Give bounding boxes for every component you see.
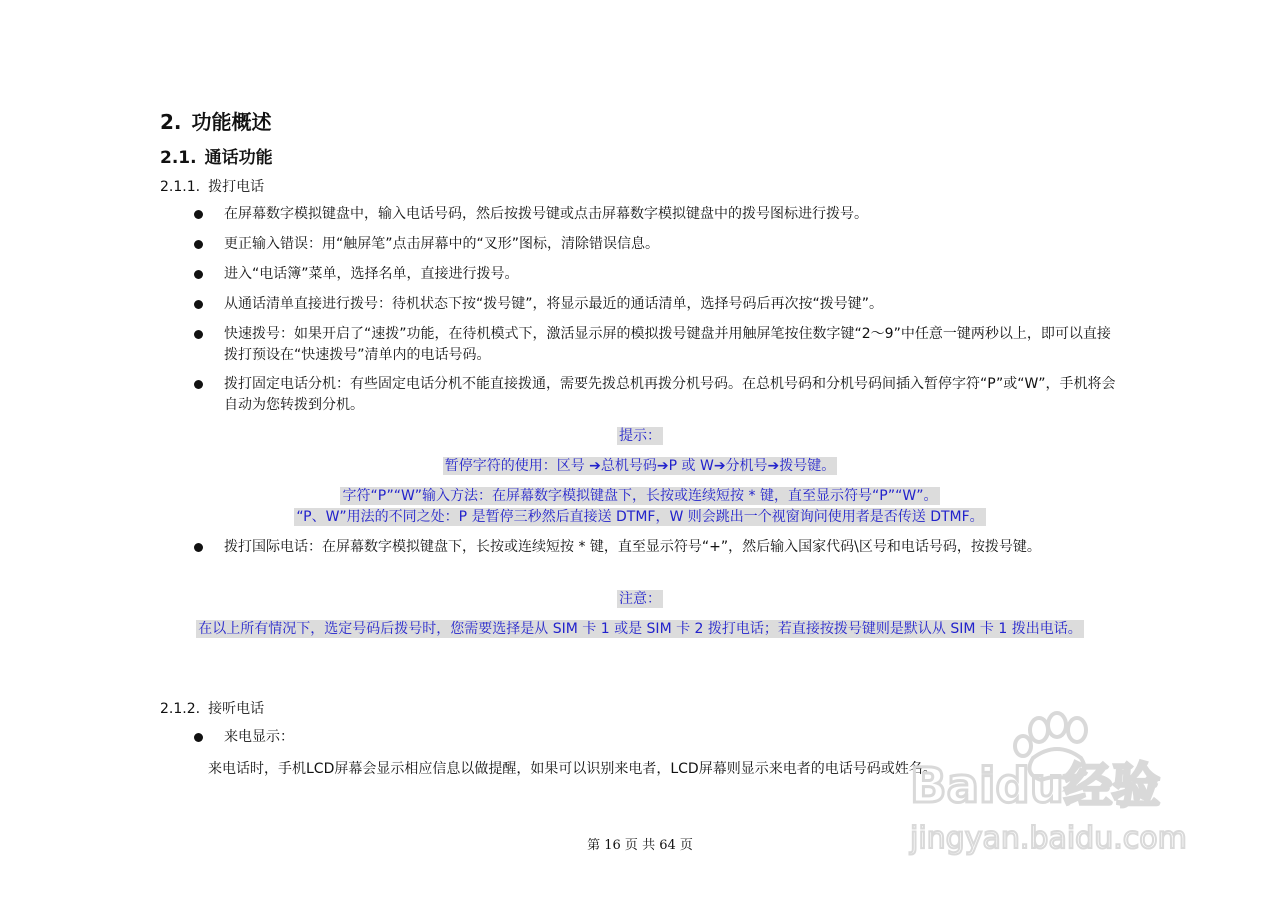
list-item-text: 在屏幕数字模拟键盘中，输入电话号码，然后按拨号键或点击屏幕数字模拟键盘中的拨号图标进行拨号。 <box>224 206 868 222</box>
note-title <box>160 589 1120 610</box>
heading-1-text: 功能概述 <box>191 110 272 134</box>
list-item-text: 快速拨号：如果开启了“速拨”功能，在待机模式下，激活显示屏的模拟拨号键盘并用触屏笔按住数字键“2～9”中任意一键两秒以上，即可以直接拨打预设在“快速拨号”清单内的电话号码。 <box>224 326 1111 363</box>
heading-2 <box>160 143 273 168</box>
tip-line <box>160 486 1120 507</box>
tip-line <box>160 456 1120 477</box>
heading-dial-text: 拨打电话 <box>208 179 265 195</box>
note-title-text: 注意： <box>619 591 661 607</box>
list-item <box>224 204 1124 225</box>
note-body-text: 在以上所有情况下，选定号码后拨号时，您需要选择是从 SIM 卡 1 或是 SIM 卡 2 拨打电话；若直接按拨号键则是默认从 SIM 卡 1 拨出电话。 <box>198 621 1082 637</box>
list-item-text: 拨打固定电话分机：有些固定电话分机不能直接拨通，需要先拨总机再拨分机号码。在总机号码和分机号码间插入暂停字符“P”或“W”，手机将会自动为您转拨到分机。 <box>224 376 1116 413</box>
bullet-icon <box>194 330 203 339</box>
tip-line-text: 暂停字符的使用：区号 ➔总机号码➔P 或 W➔分机号➔拨号键。 <box>444 458 836 474</box>
heading-answer-text: 接听电话 <box>208 701 265 717</box>
tip-title <box>160 426 1120 447</box>
page-footer: 第 16 页 共 64 页 <box>587 838 693 853</box>
list-item <box>224 324 1124 366</box>
bullet-icon <box>194 543 203 552</box>
heading-2-text: 通话功能 <box>204 148 273 168</box>
tip-line-text: “P、W”用法的不同之处：P 是暂停三秒然后直接送 DTMF，W 则会跳出一个视窗询问使用者是否传送 DTMF。 <box>296 509 984 525</box>
list-item <box>224 374 1124 416</box>
list-item <box>224 537 1124 558</box>
watermark-url-text: jingyan.baidu.com <box>910 821 1187 856</box>
list-item <box>224 294 1124 315</box>
bullet-icon <box>194 300 203 309</box>
bullet-icon <box>194 240 203 249</box>
incoming-paragraph: 来电话时，手机LCD屏幕会显示相应信息以做提醒，如果可以识别来电者，LCD屏幕则显示来电者的电话号码或姓名。 <box>208 761 937 777</box>
heading-2-number: 2.1. <box>160 148 197 168</box>
list-item-text: 更正输入错误：用“触屏笔”点击屏幕中的“叉形”图标，清除错误信息。 <box>224 236 660 252</box>
list-item-text: 进入“电话簿”菜单，选择名单，直接进行拨号。 <box>224 266 519 282</box>
tip-title-text: 提示： <box>619 428 661 444</box>
list-item-text: 拨打国际电话：在屏幕数字模拟键盘下，长按或连续短按 * 键，直至显示符号“+”，然后输入国家代码\区号和电话号码，按拨号键。 <box>224 539 1041 555</box>
heading-dial-number: 2.1.1. <box>160 179 201 195</box>
list-item <box>224 234 1124 255</box>
bullet-icon <box>194 210 203 219</box>
heading-answer <box>160 698 264 718</box>
list-item <box>224 264 1124 285</box>
tip-line-text: 字符“P”“W”输入方法：在屏幕数字模拟键盘下，长按或连续短按 * 键，直至显示符号“P”“W”。 <box>342 488 938 504</box>
heading-1 <box>160 106 272 135</box>
watermark-logo-text: Baidu经验 <box>910 758 1160 814</box>
heading-dial <box>160 176 264 196</box>
bullet-icon <box>194 270 203 279</box>
heading-1-number: 2. <box>160 110 182 134</box>
bullet-icon <box>194 733 203 742</box>
note-body <box>160 619 1120 640</box>
heading-answer-number: 2.1.2. <box>160 701 201 717</box>
list-item-text: 来电显示： <box>224 729 294 745</box>
tip-line <box>160 507 1120 528</box>
list-item-text: 从通话清单直接进行拨号：待机状态下按“拨号键”，将显示最近的通话清单，选择号码后再次按“拨号键”。 <box>224 296 884 312</box>
baidu-jingyan-watermark <box>905 710 1205 860</box>
bullet-icon <box>194 380 203 389</box>
